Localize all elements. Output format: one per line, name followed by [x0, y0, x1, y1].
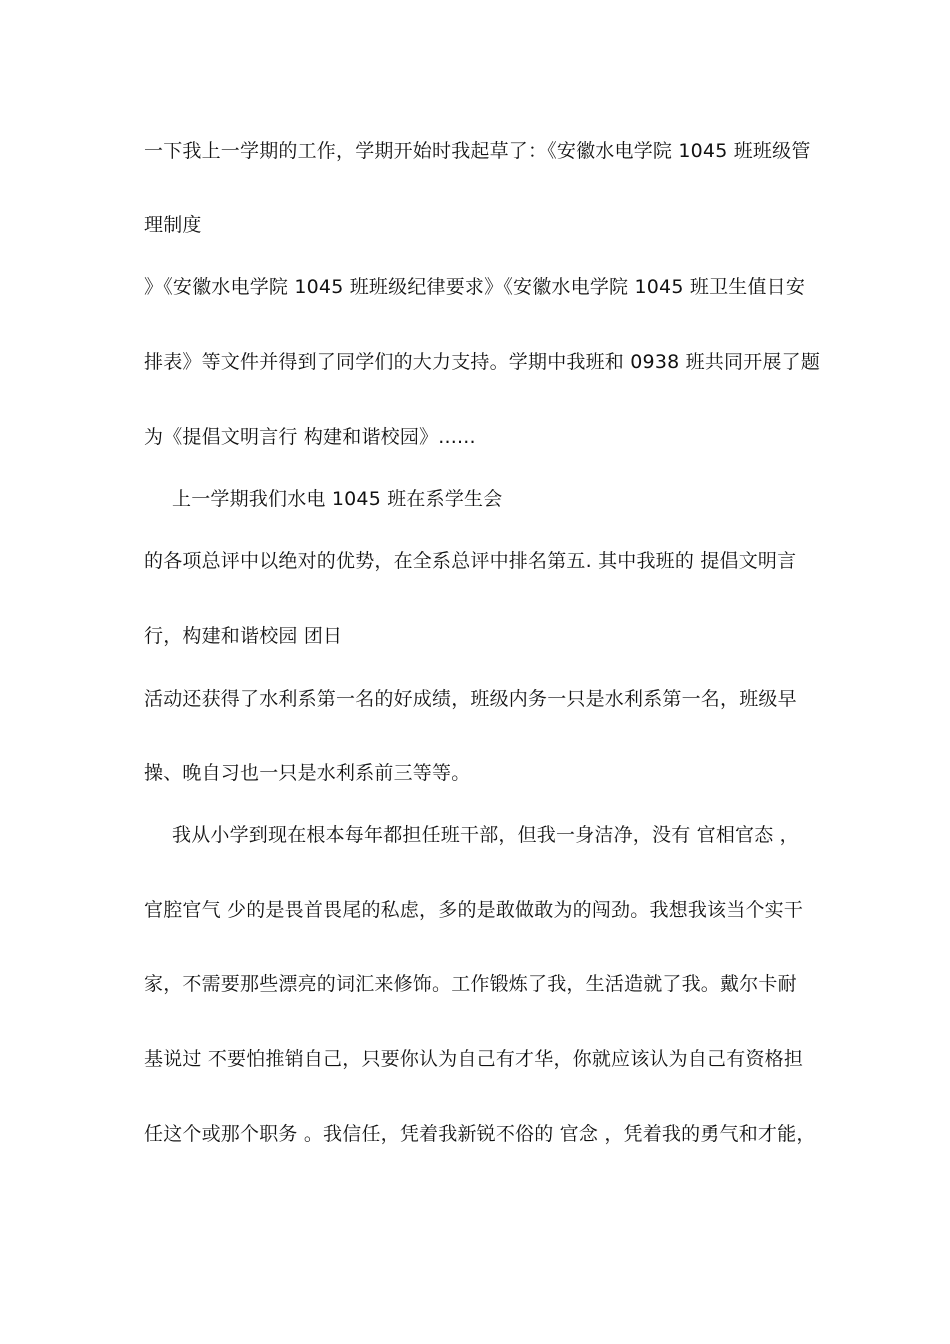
text-line-13: 家，不需要那些漂亮的词汇来修饰。工作锻炼了我，生活造就了我。戴尔卡耐 — [144, 973, 797, 995]
text-line-12: 官腔官气 少的是畏首畏尾的私虑，多的是敢做敢为的闯劲。我想我该当个实干 — [144, 899, 804, 921]
text-line-11: 我从小学到现在根本每年都担任班干部，但我一身洁净，没有 官相官态 ， — [172, 824, 799, 846]
text-line-5: 为《提倡文明言行 构建和谐校园》...... — [144, 426, 476, 448]
text-line-15: 任这个或那个职务 。我信任，凭着我新锐不俗的 官念 ，凭着我的勇气和才能， — [144, 1123, 816, 1145]
text-line-2: 理制度 — [144, 214, 202, 236]
text-line-1: 一下我上一学期的工作，学期开始时我起草了：《安徽水电学院 1045 班班级管 — [144, 140, 811, 162]
text-line-8: 行，构建和谐校园 团日 — [144, 625, 343, 647]
text-line-9: 活动还获得了水利系第一名的好成绩，班级内务一只是水利系第一名，班级早 — [144, 688, 797, 710]
text-line-7: 的各项总评中以绝对的优势，在全系总评中排名第五. 其中我班的 提倡文明言 — [144, 550, 797, 572]
text-line-4: 排表》等文件并得到了同学们的大力支持。学期中我班和 0938 班共同开展了题 — [144, 351, 821, 373]
text-line-6: 上一学期我们水电 1045 班在系学生会 — [172, 488, 503, 510]
text-line-10: 操、晚自习也一只是水利系前三等等。 — [144, 762, 471, 784]
text-line-14: 基说过 不要怕推销自己，只要你认为自己有才华，你就应该认为自己有资格担 — [144, 1048, 804, 1070]
text-line-3: 》《安徽水电学院 1045 班班级纪律要求》《安徽水电学院 1045 班卫生值日安 — [144, 276, 806, 298]
